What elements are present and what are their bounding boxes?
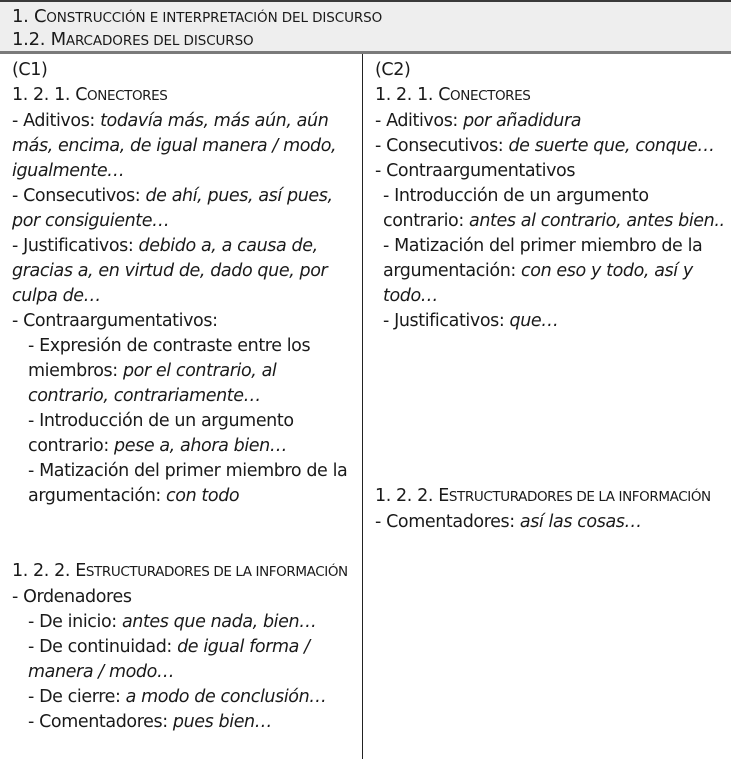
list-item — [12, 234, 356, 309]
sub-list-item — [375, 309, 725, 334]
item-examples: debido a, a causa de, gracias a, en virtud de, dado que, por culpa de… — [12, 236, 328, 306]
sub-list-item — [12, 685, 356, 710]
heading-initial: C — [75, 85, 88, 105]
heading-initial: E — [438, 486, 449, 506]
item-label: - Matización del primer miembro de la argumentación: — [383, 236, 703, 281]
item-label: - De inicio: — [28, 612, 122, 632]
section-title — [12, 6, 731, 29]
sub-list-item — [12, 635, 356, 685]
item-label: - Justificativos: — [12, 236, 139, 256]
subsection-title-initial: M — [50, 29, 66, 50]
subsection-title-text: ARCADORES DEL DISCURSO — [65, 33, 254, 49]
item-examples: con todo — [166, 486, 240, 506]
item-examples: de suerte que, conque… — [508, 136, 715, 156]
heading-conectores — [12, 83, 356, 109]
sub-list-item — [12, 459, 356, 509]
item-examples: a modo de conclusión… — [125, 687, 327, 707]
item-examples: de ahí, pues, así pues, por consiguiente… — [12, 186, 333, 231]
item-label: - Introducción de un argumento contrario: — [383, 186, 649, 231]
item-examples: por añadidura — [463, 111, 582, 131]
list-item — [375, 510, 725, 535]
sub-list-item — [12, 610, 356, 635]
item-label: - Comentadores: — [28, 712, 173, 732]
item-label: - Ordenadores — [12, 587, 132, 607]
heading-estructuradores — [375, 484, 725, 510]
sub-list-item — [12, 409, 356, 459]
heading-estructuradores — [12, 559, 356, 585]
section-title-initial: C — [34, 6, 47, 27]
item-examples: que… — [509, 311, 559, 331]
column-c1 — [0, 54, 363, 759]
subsection-title — [12, 29, 731, 52]
heading-number: 1. 2. 1. — [375, 85, 439, 105]
item-label: - Expresión de contraste entre los miembros: — [28, 336, 311, 381]
item-examples: pues bien… — [172, 712, 272, 732]
section-title-text: ONSTRUCCIÓN E INTERPRETACIÓN DEL DISCURSO — [46, 10, 383, 26]
item-label: - Introducción de un argumento contrario: — [28, 411, 294, 456]
sub-list-item — [375, 234, 725, 309]
heading-text: ONECTORES — [87, 88, 168, 104]
heading-conectores — [375, 83, 725, 109]
list-item — [12, 184, 356, 234]
list-item — [12, 309, 356, 334]
sub-list-item — [12, 334, 356, 409]
item-label: - Aditivos: — [12, 111, 101, 131]
level-label: (C1) — [12, 60, 48, 80]
item-label: - Matización del primer miembro de la argumentación: — [28, 461, 348, 506]
heading-number: 1. 2. 1. — [12, 85, 76, 105]
item-label: - Contraargumentativos: — [12, 311, 218, 331]
item-label: - Comentadores: — [375, 512, 520, 532]
item-examples: pese a, ahora bien… — [114, 436, 287, 456]
item-examples: de igual forma / manera / modo… — [28, 637, 310, 682]
item-label: - Aditivos: — [375, 111, 464, 131]
list-item — [12, 585, 356, 610]
item-label: - Consecutivos: — [375, 136, 509, 156]
item-label: - Justificativos: — [383, 311, 510, 331]
sub-list-item — [375, 184, 725, 234]
item-label: - Consecutivos: — [12, 186, 146, 206]
column-c2 — [363, 54, 731, 759]
heading-initial: E — [75, 561, 86, 581]
list-item — [375, 134, 725, 159]
heading-text: STRUCTURADORES DE LA INFORMACIÓN — [85, 564, 348, 580]
item-label: - De continuidad: — [28, 637, 178, 657]
table-body — [0, 54, 731, 759]
item-examples: con eso y todo, así y todo… — [383, 261, 693, 306]
subsection-number: 1.2. — [12, 29, 51, 50]
item-label: - Contraargumentativos — [375, 161, 576, 181]
list-item — [375, 109, 725, 134]
item-examples: por el contrario, al contrario, contrariamente… — [28, 361, 277, 406]
level-label: (C2) — [375, 60, 411, 80]
heading-text: ONECTORES — [450, 88, 531, 104]
item-label: - De cierre: — [28, 687, 126, 707]
heading-text: STRUCTURADORES DE LA INFORMACIÓN — [448, 489, 711, 505]
heading-number: 1. 2. 2. — [375, 486, 439, 506]
heading-number: 1. 2. 2. — [12, 561, 76, 581]
item-examples: todavía más, más aún, aún más, encima, de igual manera / modo, igualmente… — [12, 111, 337, 181]
table-header — [0, 0, 731, 54]
spacer — [12, 509, 356, 559]
item-examples: antes que nada, bien… — [121, 612, 317, 632]
heading-initial: C — [438, 85, 451, 105]
spacer — [375, 334, 725, 484]
list-item — [375, 159, 725, 184]
item-examples: antes al contrario, antes bien.. — [469, 211, 725, 231]
section-number: 1. — [12, 6, 34, 27]
item-examples: así las cosas… — [519, 512, 642, 532]
list-item — [12, 109, 356, 184]
sub-list-item — [12, 710, 356, 735]
